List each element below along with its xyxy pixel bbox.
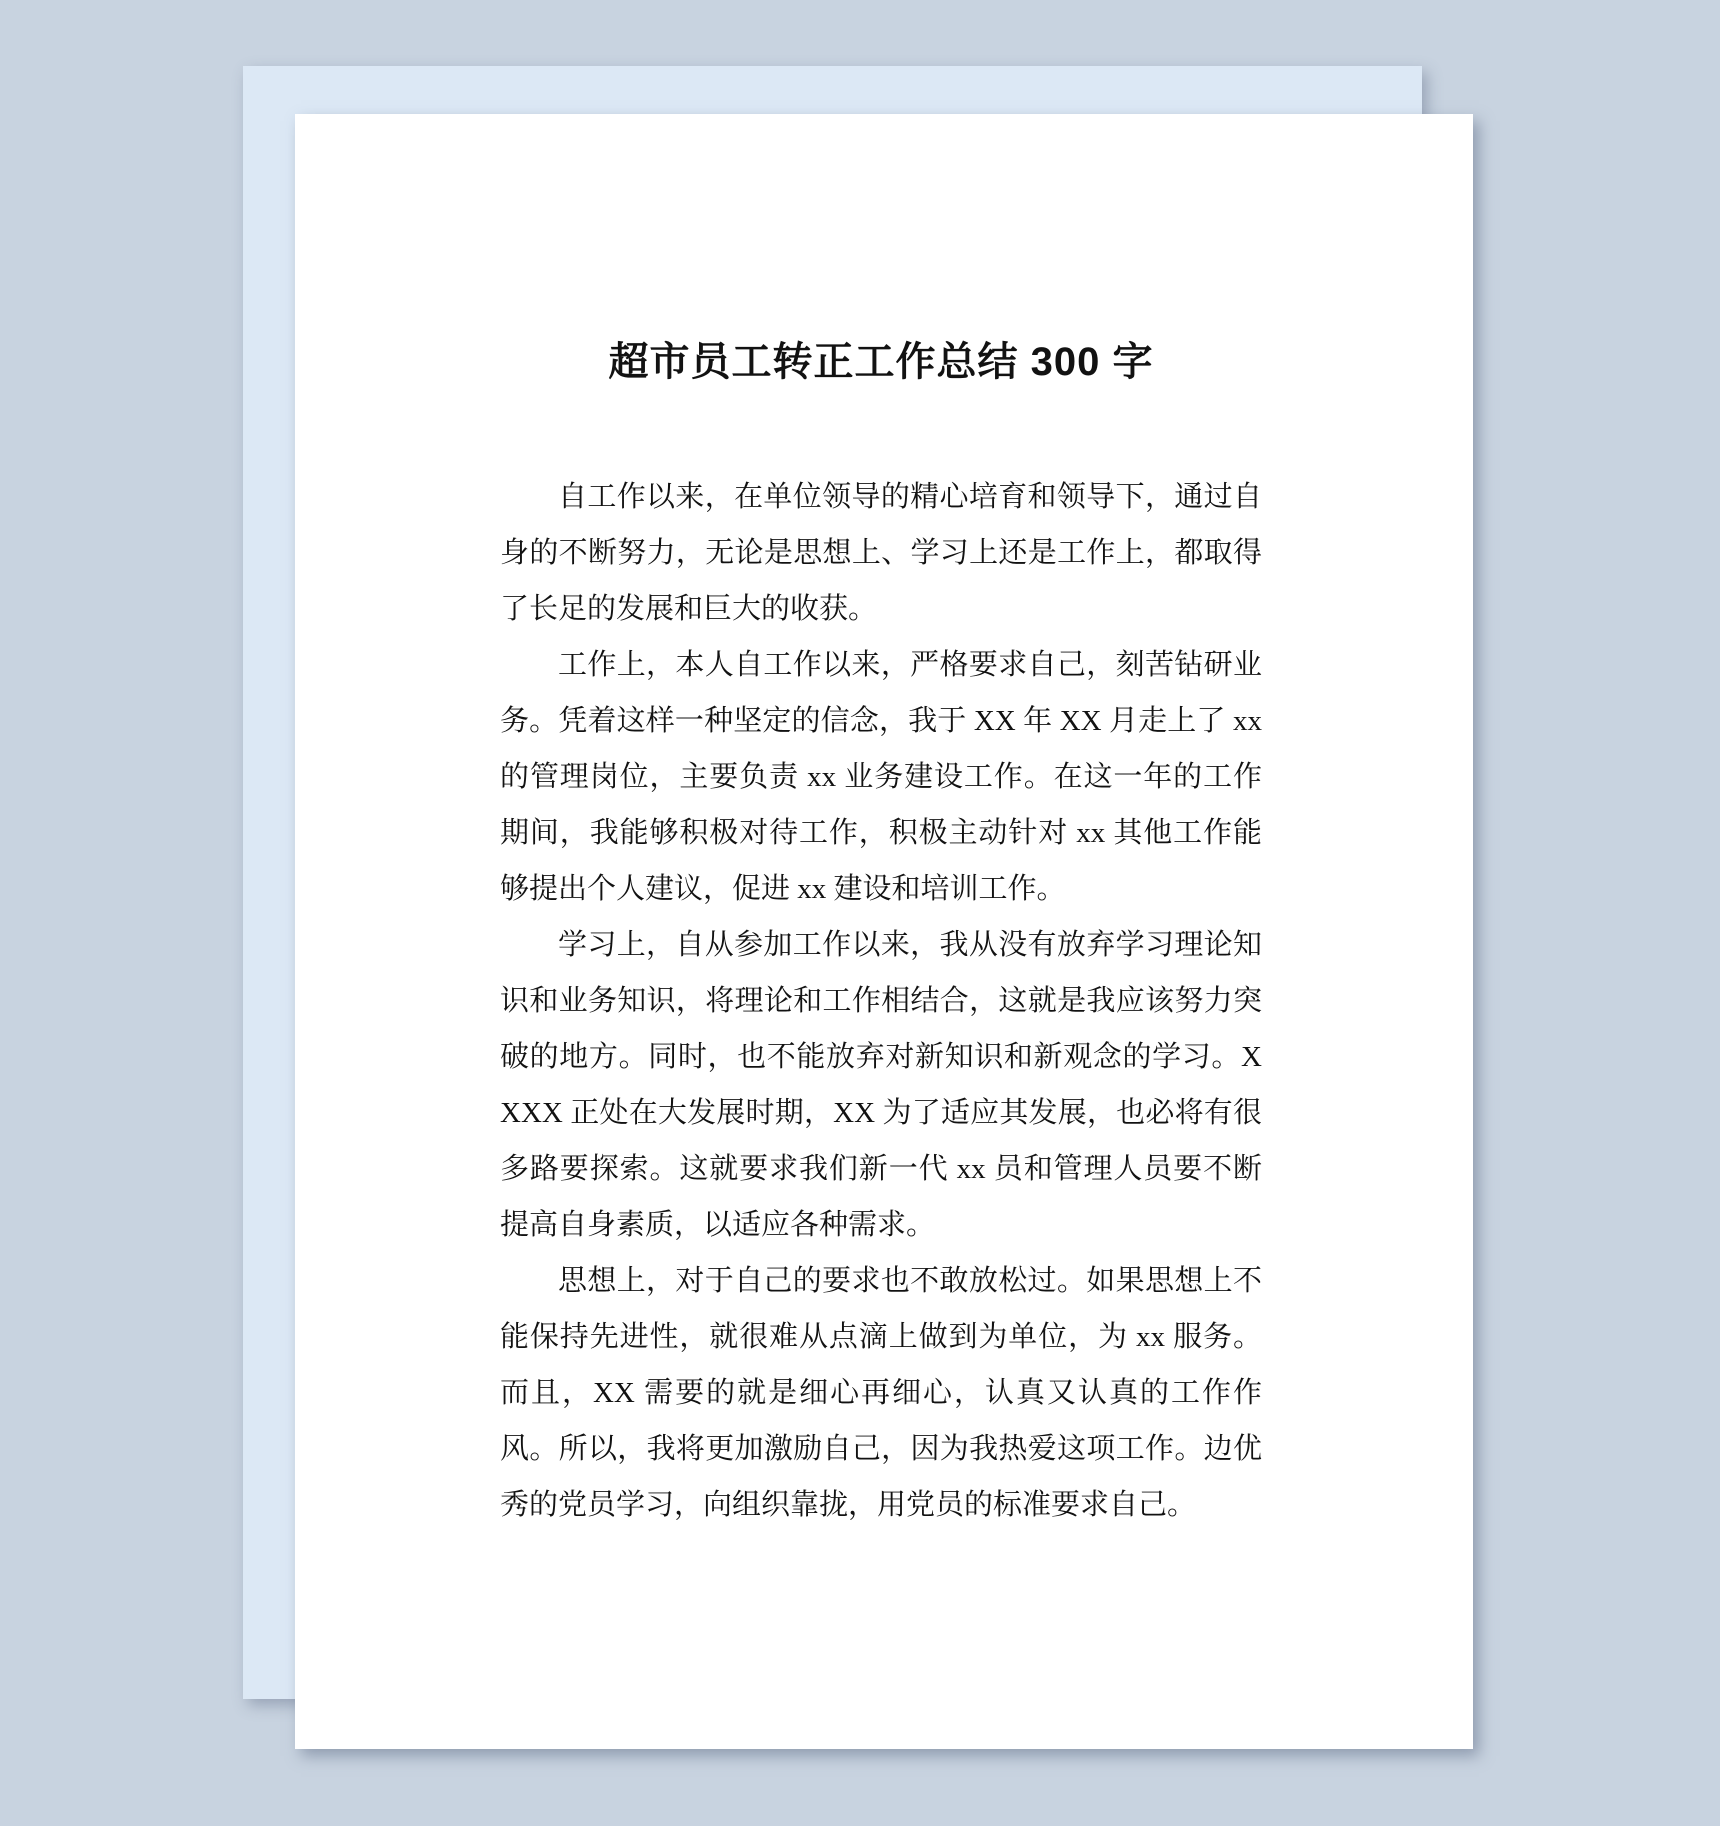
document-body xyxy=(500,469,1262,1533)
paragraph-intro: 自工作以来，在单位领导的精心培育和领导下，通过自身的不断努力，无论是思想上、学习上还是工作上，都取得了长足的发展和巨大的收获。 xyxy=(500,481,1262,625)
paragraph-study: 学习上，自从参加工作以来，我从没有放弃学习理论知识和业务知识，将理论和工作相结合，这就是我应该努力突破的地方。同时，也不能放弃对新知识和新观念的学习。XXXX 正处在大发展时期，XX 为了适应其发展，也必将有很多路要探索。这就要求我们新一代 xx 员和管理人员要不断提高自身素质，以适应各种需求。 xyxy=(500,929,1262,1241)
document-title: 超市员工转正工作总结 300 字 xyxy=(608,340,1154,384)
paragraph-thought: 思想上，对于自己的要求也不敢放松过。如果思想上不能保持先进性，就很难从点滴上做到为单位，为 xx 服务。而且，XX 需要的就是细心再细心，认真又认真的工作作风。所以，我将更加激励自己，因为我热爱这项工作。边优秀的党员学习，向组织靠拢，用党员的标准要求自己。 xyxy=(500,1265,1262,1521)
document-page xyxy=(295,114,1473,1749)
paragraph-work: 工作上，本人自工作以来，严格要求自己，刻苦钻研业务。凭着这样一种坚定的信念，我于 XX 年 XX 月走上了 xx 的管理岗位，主要负责 xx 业务建设工作。在这一年的工作期间，我能够积极对待工作，积极主动针对 xx 其他工作能够提出个人建议，促进 xx 建设和培训工作。 xyxy=(500,649,1262,905)
document-content xyxy=(500,114,1262,1533)
